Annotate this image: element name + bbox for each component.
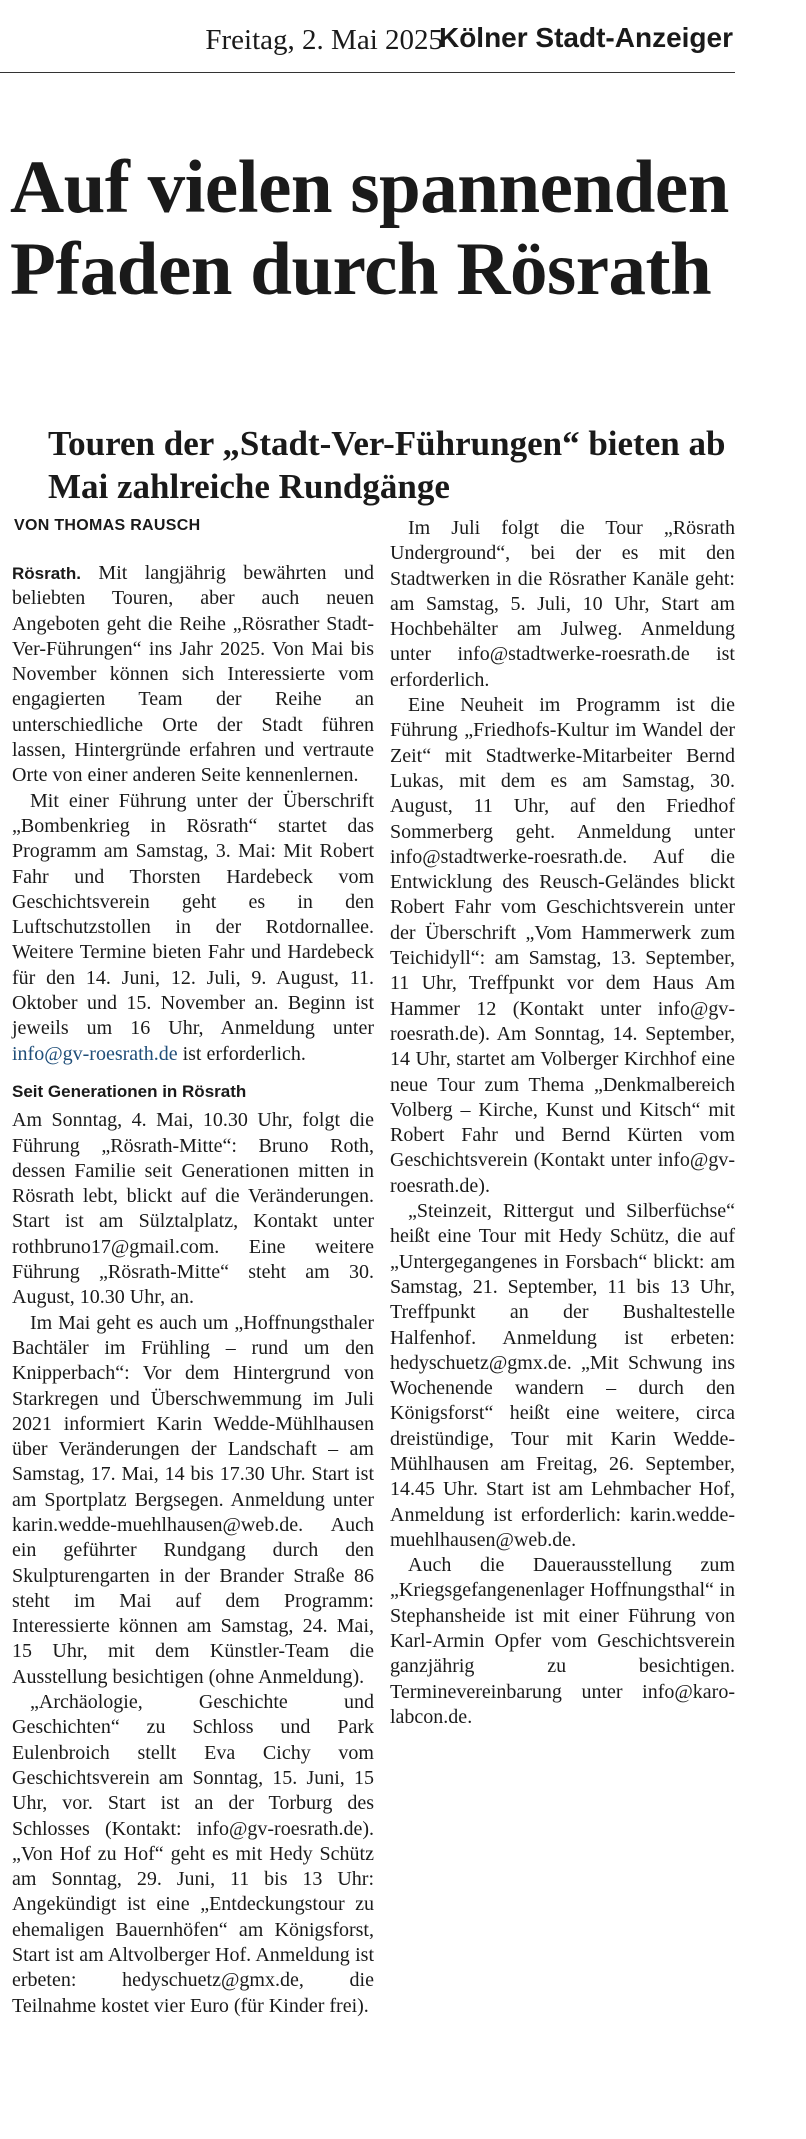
section-subheading: Seit Generationen in Rösrath (12, 1081, 247, 1101)
article-column-right (390, 516, 735, 1730)
article-headline: Auf vielen spannenden Pfaden durch Rösrath (10, 146, 729, 311)
article-paragraph: „Steinzeit, Rittergut und Silberfüchse“ heißt eine Tour mit Hedy Schütz, die auf „Untergegangenes in Forsbach“ blickt: am Samstag, 21. September, 11 bis 13 Uhr, Treffpunkt an der Bushaltestelle Halfenhof. Anmeldung ist erbeten: hedyschuetz@gmx.de. „Mit Schwung ins Wochenende wandern – durch den Königsforst“ heißt eine weitere, circa dreistündige, Tour mit Karin Wedde-Mühlhausen am Freitag, 26. September, 14.45 Uhr. Start ist am Lehmbacher Hof, Anmeldung ist erforderlich: karin.wedde-muehlhausen@web.de. (390, 1200, 735, 1551)
article-column-left (12, 561, 374, 2019)
dateline: Rösrath. (12, 564, 81, 583)
article-paragraph (12, 789, 374, 1067)
article-byline: VON THOMAS RAUSCH (14, 517, 201, 534)
article-paragraph: „Archäologie, Geschichte und Geschichten“ zu Schloss und Park Eulenbroich stellt Eva Cichy vom Geschichtsverein am Sonntag, 15. Juni, 15 Uhr, vor. Start ist an der Torburg des Schlosses (Kontakt: info@gv-roesrath.de). „Von Hof zu Hof“ geht es mit Hedy Schütz am Sonntag, 29. Juni, 11 bis 13 Uhr: Angekündigt ist eine „Entdeckungstour zu ehemaligen Bauernhöfen“ am Königsforst, Start ist am Altvolberger Hof. Anmeldung ist erbeten: hedyschuetz@gmx.de, die Teilnahme kostet vier Euro (für Kinder frei). (12, 1691, 374, 2017)
article-paragraph: Auch die Dauerausstellung zum „Kriegsgefangenenlager Hoffnungsthal“ in Stephansheide ist mit einer Führung von Karl-Armin Opfer vom Geschichtsverein ganzjährig zu besichtigen. Terminevereinbarung unter info@karo-labcon.de. (390, 1554, 735, 1728)
newspaper-name: Kölner Stadt-Anzeiger (438, 22, 733, 53)
newspaper-header (0, 0, 735, 73)
paragraph-text: ist erforderlich. (182, 1042, 306, 1065)
article-paragraph: Im Mai geht es auch um „Hoffnungsthaler Bachtäler im Frühling – rund um den Knipperbach“: Vor dem Hintergrund von Starkregen und Überschwemmung im Juli 2021 informiert Karin Wedde-Mühlhausen über Veränderungen der Landschaft – am Samstag, 17. Mai, 14 bis 17.30 Uhr. Start ist am Sportplatz Bergsegen. Anmeldung unter karin.wedde-muehlhausen@web.de. Auch ein geführter Rundgang durch den Skulpturengarten in der Brander Straße 86 steht im Mai auf dem Programm: Interessierte können am Samstag, 24. Mai, 15 Uhr, mit dem Künstler-Team die Ausstellung besichtigen (ohne Anmeldung). (12, 1311, 374, 1688)
article-paragraph (12, 561, 374, 789)
issue-date: Freitag, 2. Mai 2025 (205, 24, 443, 56)
article-paragraph: Eine Neuheit im Programm ist die Führung „Friedhofs-Kultur im Wandel der Zeit“ mit Stadtwerke-Mitarbeiter Bernd Lukas, mit dem es am Samstag, 30. August, 11 Uhr, auf den Friedhof Sommerberg geht. Anmeldung unter info@stadtwerke-roesrath.de. Auf die Entwicklung des Reusch-Geländes blickt Robert Fahr vom Geschichtsverein unter der Überschrift „Vom Hammerwerk zum Teichidyll“: am Samstag, 13. September, 11 Uhr, Treffpunkt vor dem Haus Am Hammer 12 (Kontakt unter info@gv-roesrath.de). Am Sonntag, 14. September, 14 Uhr, startet am Volberger Kirchhof eine neue Tour zum Thema „Denkmalbereich Volberg – Kirche, Kunst und Kitsch“ mit Robert Fahr und Bernd Kürten vom Geschichtsverein (Kontakt unter info@gv-roesrath.de). (390, 694, 735, 1197)
article-subheadline: Touren der „Stadt-Ver-Führungen“ bieten ab Mai zahlreiche Rundgänge (48, 424, 726, 506)
paragraph-text: Mit langjährig bewährten und beliebten Touren, aber auch neuen Angeboten geht die Reihe „Rösrather Stadt-Ver-Führungen“ ins Jahr 2025. Von Mai bis November können sich Interessierte vom engagierten Team der Reihe an unterschiedliche Orte der Stadt führen lassen, Hintergründe erfahren und vertraute Orte von einer anderen Seite kennenlernen. (12, 562, 374, 787)
article-paragraph: Am Sonntag, 4. Mai, 10.30 Uhr, folgt die Führung „Rösrath-Mitte“: Bruno Roth, dessen Familie seit Generationen mitten in Rösrath lebt, blickt auf die Veränderungen. Start ist am Sülztalplatz, Kontakt unter rothbruno17@gmail.com. Eine weitere Führung „Rösrath-Mitte“ steht am 30. August, 10.30 Uhr, an. (12, 1109, 374, 1309)
email-link[interactable]: info@gv-roesrath.de (12, 1042, 178, 1065)
article-paragraph: Im Juli folgt die Tour „Rösrath Underground“, bei der es mit den Stadtwerken in die Rösrather Kanäle geht: am Samstag, 5. Juli, 10 Uhr, Start am Hochbehälter am Julweg. Anmeldung unter info@stadtwerke-roesrath.de ist erforderlich. (390, 517, 735, 691)
paragraph-text: Mit einer Führung unter der Überschrift „Bombenkrieg in Rösrath“ startet das Programm am Samstag, 3. Mai: Mit Robert Fahr und Thorsten Hardebeck vom Geschichtsverein geht es in den Luftschutzstollen in der Rotdornallee. Weitere Termine bieten Fahr und Hardebeck für den 14. Juni, 12. Juli, 9. August, 11. Oktober und 15. November an. Beginn ist jeweils um 16 Uhr, Anmeldung unter (12, 789, 374, 1040)
